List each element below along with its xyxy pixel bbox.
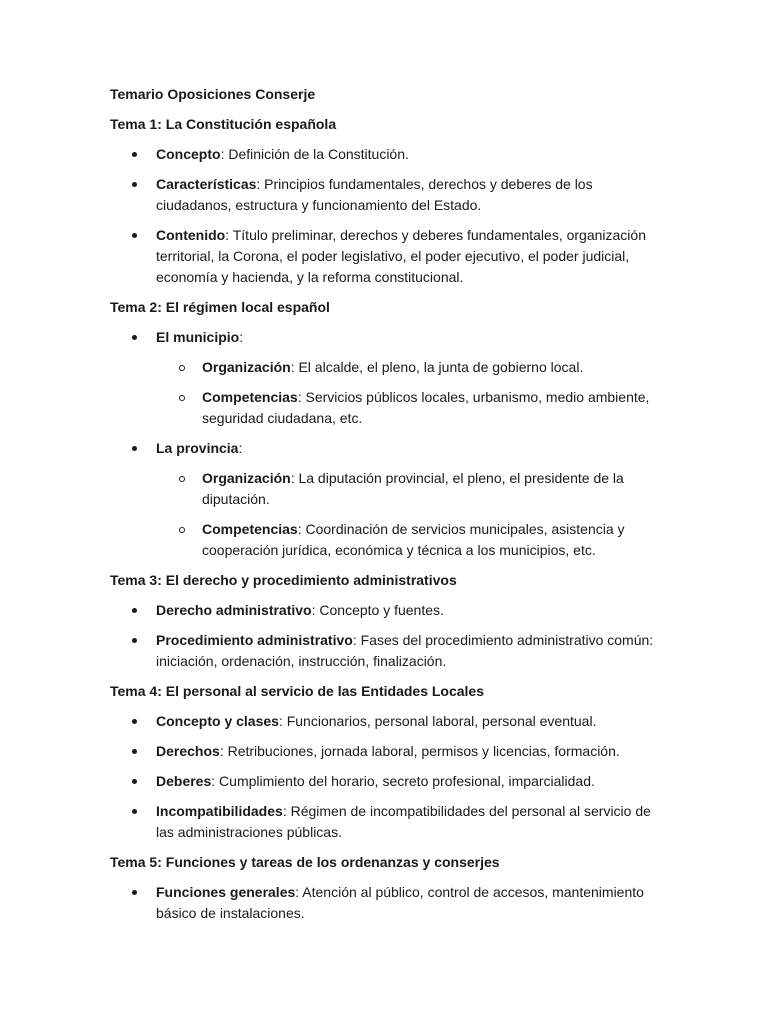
tema-title: Tema 2: El régimen local español [110, 299, 330, 315]
tema-section [110, 570, 670, 672]
sub-item-term: Competencias [202, 521, 298, 537]
bullet-icon [132, 608, 137, 613]
bullet-icon [132, 152, 137, 157]
list-item [110, 882, 670, 924]
sub-item-term: Competencias [202, 389, 298, 405]
list-item [110, 801, 670, 843]
tema-section [110, 852, 670, 924]
item-term: Derecho administrativo [156, 602, 312, 618]
list-item [110, 144, 670, 165]
sub-list [156, 468, 670, 561]
item-term: Deberes [156, 773, 212, 789]
bullet-icon [132, 890, 137, 895]
document-content [110, 84, 670, 933]
bullet-icon [132, 719, 137, 724]
list-item [110, 438, 670, 561]
sub-list-item [156, 387, 670, 429]
sub-item-text: : La diputación provincial, el pleno, el presidente de la diputación. [202, 470, 624, 507]
item-term: Características [156, 176, 257, 192]
sub-item-term: Organización [202, 470, 291, 486]
item-text: : [239, 329, 244, 345]
item-text: : Cumplimiento del horario, secreto profesional, imparcialidad. [211, 773, 595, 789]
item-text: : Principios fundamentales, derechos y deberes de los ciudadanos, estructura y funcionamiento del Estado. [156, 176, 593, 213]
tema-title: Tema 5: Funciones y tareas de los ordenanzas y conserjes [110, 854, 500, 870]
sub-list [156, 357, 670, 429]
item-term: Incompatibilidades [156, 803, 283, 819]
bullet-icon [132, 779, 137, 784]
bullet-icon [132, 233, 137, 238]
tema-title: Tema 4: El personal al servicio de las Entidades Locales [110, 683, 485, 699]
tema-list [110, 882, 670, 924]
circle-bullet-icon [179, 527, 185, 533]
item-term: Concepto y clases [156, 713, 279, 729]
document-title: Temario Oposiciones Conserje [110, 86, 316, 102]
item-term: Concepto [156, 146, 221, 162]
tema-section [110, 681, 670, 843]
item-term: El municipio [156, 329, 240, 345]
bullet-icon [132, 749, 137, 754]
list-item [110, 327, 670, 429]
sub-item-text: : Servicios públicos locales, urbanismo, medio ambiente, seguridad ciudadana, etc. [202, 389, 650, 426]
sub-list-item [156, 519, 670, 561]
circle-bullet-icon [179, 395, 185, 401]
item-text: : [238, 440, 243, 456]
sub-list-item [156, 468, 670, 510]
list-item [110, 225, 670, 288]
item-text: : Fases del procedimiento administrativo común: iniciación, ordenación, instrucción, finalización. [156, 632, 654, 669]
list-item [110, 600, 670, 621]
bullet-icon [132, 182, 137, 187]
tema-list [110, 711, 670, 843]
list-item [110, 771, 670, 792]
list-item [110, 711, 670, 732]
item-term: Derechos [156, 743, 220, 759]
list-item [110, 630, 670, 672]
bullet-icon [132, 335, 137, 340]
bullet-icon [132, 809, 137, 814]
circle-bullet-icon [179, 365, 185, 371]
item-text: : Concepto y fuentes. [311, 602, 444, 618]
sub-item-text: : Coordinación de servicios municipales, asistencia y cooperación jurídica, económica y técnica a los municipios, etc. [202, 521, 625, 558]
tema-list [110, 600, 670, 672]
sub-item-text: : El alcalde, el pleno, la junta de gobierno local. [290, 359, 584, 375]
item-text: : Atención al público, control de accesos, mantenimiento básico de instalaciones. [156, 884, 644, 921]
item-text: : Funcionarios, personal laboral, personal eventual. [278, 713, 597, 729]
item-term: La provincia [156, 440, 239, 456]
bullet-icon [132, 446, 137, 451]
temas-container [110, 114, 670, 924]
bullet-icon [132, 638, 137, 643]
sub-item-term: Organización [202, 359, 291, 375]
item-text: : Título preliminar, derechos y deberes fundamentales, organización territorial, la Corona, el poder legislativo, el poder ejecutivo, el poder judicial, economía y hacienda, y la reforma constitucional. [156, 227, 646, 285]
item-term: Procedimiento administrativo [156, 632, 353, 648]
list-item [110, 741, 670, 762]
tema-section [110, 297, 670, 561]
item-term: Funciones generales [156, 884, 296, 900]
tema-list [110, 327, 670, 561]
sub-list-item [156, 357, 670, 378]
item-term: Contenido [156, 227, 226, 243]
circle-bullet-icon [179, 476, 185, 482]
list-item [110, 174, 670, 216]
item-text: : Definición de la Constitución. [220, 146, 409, 162]
item-text: : Régimen de incompatibilidades del personal al servicio de las administraciones públicas. [156, 803, 651, 840]
tema-title: Tema 3: El derecho y procedimiento administrativos [110, 572, 457, 588]
tema-list [110, 144, 670, 288]
item-text: : Retribuciones, jornada laboral, permisos y licencias, formación. [219, 743, 620, 759]
tema-title: Tema 1: La Constitución española [110, 116, 337, 132]
tema-section [110, 114, 670, 288]
